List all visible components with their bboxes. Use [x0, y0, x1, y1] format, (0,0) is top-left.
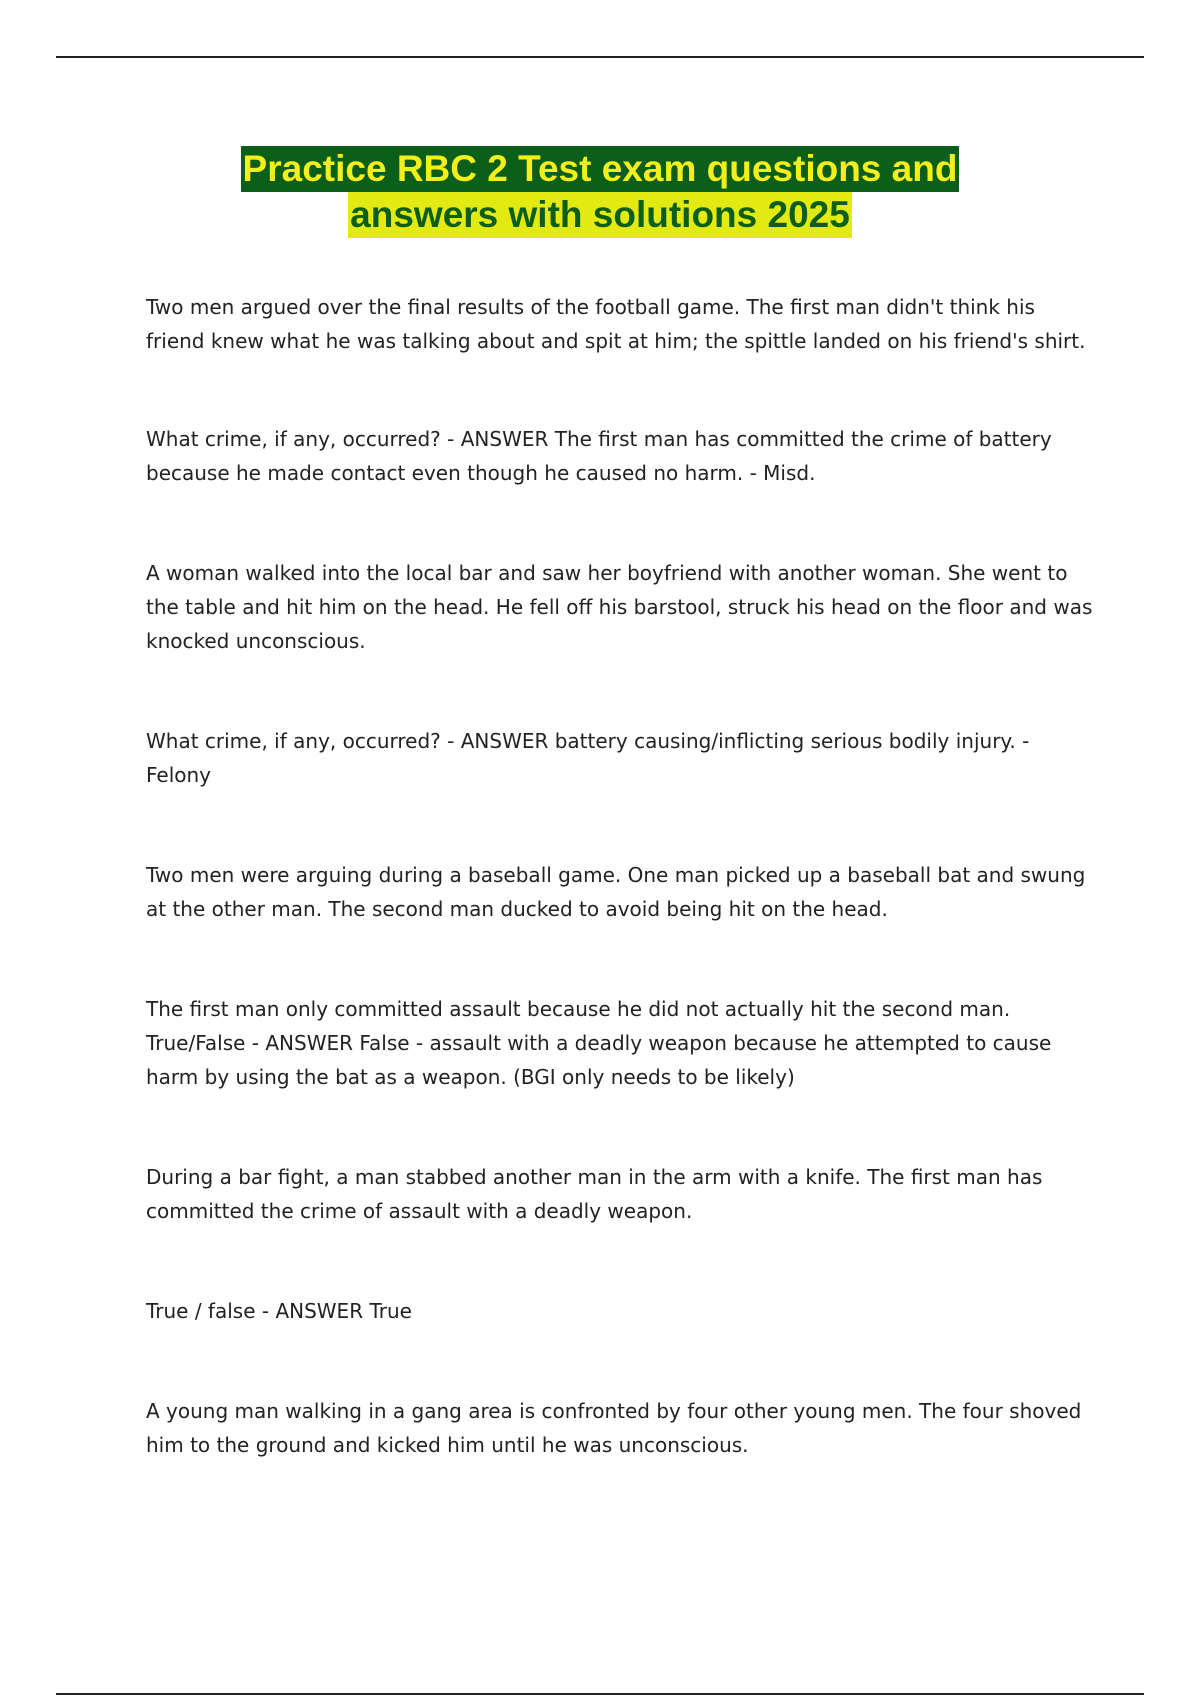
paragraph-2: What crime, if any, occurred? - ANSWER The first man has committed the crime of battery because he made contact even though he caused no harm. - Misd.	[146, 427, 1052, 485]
paragraph-9: True / false - ANSWER True	[146, 1299, 412, 1323]
paragraph-5: Two men were arguing during a baseball game. One man picked up a baseball bat and swung at the other man. The second man ducked to avoid being hit on the head.	[146, 863, 1086, 921]
document-title	[0, 146, 1200, 238]
bottom-divider	[56, 1693, 1144, 1695]
paragraph-10: A young man walking in a gang area is confronted by four other young men. The four shoved him to the ground and kicked him until he was unconscious.	[146, 1399, 1082, 1457]
paragraph-3: A woman walked into the local bar and saw her boyfriend with another woman. She went to the table and hit him on the head. He fell off his barstool, struck his head on the floor and was knocked unconscious.	[146, 561, 1093, 653]
title-line-2: answers with solutions 2025	[348, 192, 852, 238]
paragraph-8: During a bar fight, a man stabbed another man in the arm with a knife. The first man has committed the crime of assault with a deadly weapon.	[146, 1165, 1043, 1223]
paragraph-6: The first man only committed assault because he did not actually hit the second man.	[146, 997, 1011, 1021]
paragraph-7: True/False - ANSWER False - assault with a deadly weapon because he attempted to cause harm by using the bat as a weapon. (BGI only needs to be likely)	[146, 1031, 1052, 1089]
document-body	[146, 290, 1096, 1462]
paragraph-4: What crime, if any, occurred? - ANSWER battery causing/inflicting serious bodily injury. - Felony	[146, 729, 1030, 787]
top-divider	[56, 56, 1144, 58]
paragraph-1: Two men argued over the final results of the football game. The first man didn't think his friend knew what he was talking about and spit at him; the spittle landed on his friend's shirt.	[146, 295, 1086, 353]
title-line-1: Practice RBC 2 Test exam questions and	[241, 146, 960, 192]
